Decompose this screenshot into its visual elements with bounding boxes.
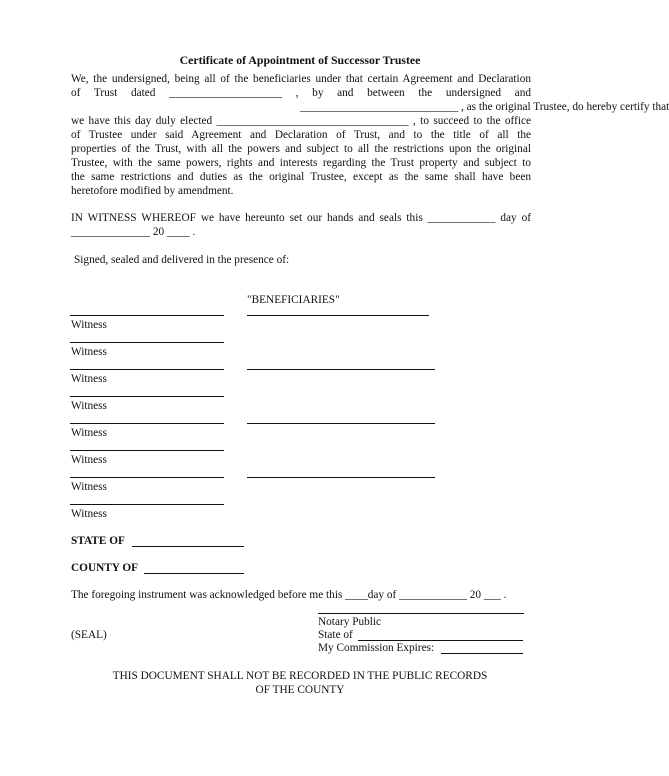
witness-signature-line[interactable]	[70, 396, 224, 397]
county-label: COUNTY OF	[71, 562, 139, 574]
beneficiary-signature-line[interactable]	[247, 369, 435, 370]
beneficiary-signature-line[interactable]	[247, 315, 429, 316]
witness-label: Witness	[71, 508, 107, 520]
witness-signature-line[interactable]	[70, 504, 224, 505]
witness-label: Witness	[71, 400, 107, 412]
para1-line3: ____________________________ , as the original Trustee, do hereby certify that	[300, 101, 669, 113]
para1-line7: Trustee, with the same powers, rights and interests regarding the Trust property and subject to	[71, 157, 531, 169]
witness-whereof-line1: IN WITNESS WHEREOF we have hereunto set our hands and seals this ____________ day of	[71, 212, 531, 224]
para1-line5: of Trustee under said Agreement and Declaration of Trust, and to the title of all the	[71, 129, 531, 141]
witness-signature-line[interactable]	[70, 423, 224, 424]
county-field[interactable]	[144, 573, 244, 574]
witness-signature-line[interactable]	[70, 369, 224, 370]
notary-signature-line[interactable]	[318, 613, 524, 614]
document-title: Certificate of Appointment of Successor Trustee	[179, 53, 421, 67]
witness-label: Witness	[71, 481, 107, 493]
witness-label: Witness	[71, 454, 107, 466]
witness-whereof-line2: ______________ 20 ____ .	[71, 226, 196, 238]
commission-expires-label: My Commission Expires:	[318, 642, 435, 654]
witness-label: Witness	[71, 427, 107, 439]
commission-expires-field[interactable]	[441, 653, 523, 654]
witness-signature-line[interactable]	[70, 450, 224, 451]
notary-public-label: Notary Public	[318, 616, 382, 628]
para1-line2: of Trust dated ____________________ , by and between the undersigned and	[71, 87, 531, 99]
witness-label: Witness	[71, 373, 107, 385]
witness-signature-line[interactable]	[70, 477, 224, 478]
footer-line1: THIS DOCUMENT SHALL NOT BE RECORDED IN THE PUBLIC RECORDS	[112, 670, 488, 682]
para1-line9: heretofore modified by amendment.	[71, 185, 234, 197]
signed-sealed-text: Signed, sealed and delivered in the presence of:	[74, 254, 290, 266]
beneficiary-signature-line[interactable]	[247, 477, 435, 478]
witness-signature-line[interactable]	[70, 315, 224, 316]
witness-signature-line[interactable]	[70, 342, 224, 343]
witness-label: Witness	[71, 319, 107, 331]
para1-line1: We, the undersigned, being all of the beneficiaries under that certain Agreement and Declaration	[71, 73, 531, 85]
state-field[interactable]	[132, 546, 244, 547]
notary-state-field[interactable]	[358, 640, 523, 641]
acknowledgement-text: The foregoing instrument was acknowledged before me this ____day of ____________ 20 ___ .	[71, 589, 507, 601]
para1-line4: we have this day duly elected __________________________________ , to succeed to the office	[71, 115, 531, 127]
beneficiary-signature-line[interactable]	[247, 423, 435, 424]
witness-label: Witness	[71, 346, 107, 358]
seal-label: (SEAL)	[71, 629, 107, 641]
state-label: STATE OF	[71, 535, 125, 547]
footer-line2: OF THE COUNTY	[255, 684, 345, 696]
para1-line8: the same restrictions and duties as the original Trustee, except as the same shall have been	[71, 171, 531, 183]
notary-state-label: State of	[318, 629, 353, 641]
beneficiaries-heading: "BENEFICIARIES"	[247, 294, 340, 306]
para1-line6: properties of the Trust, with all the powers and subject to all the restrictions upon the original	[71, 143, 531, 155]
